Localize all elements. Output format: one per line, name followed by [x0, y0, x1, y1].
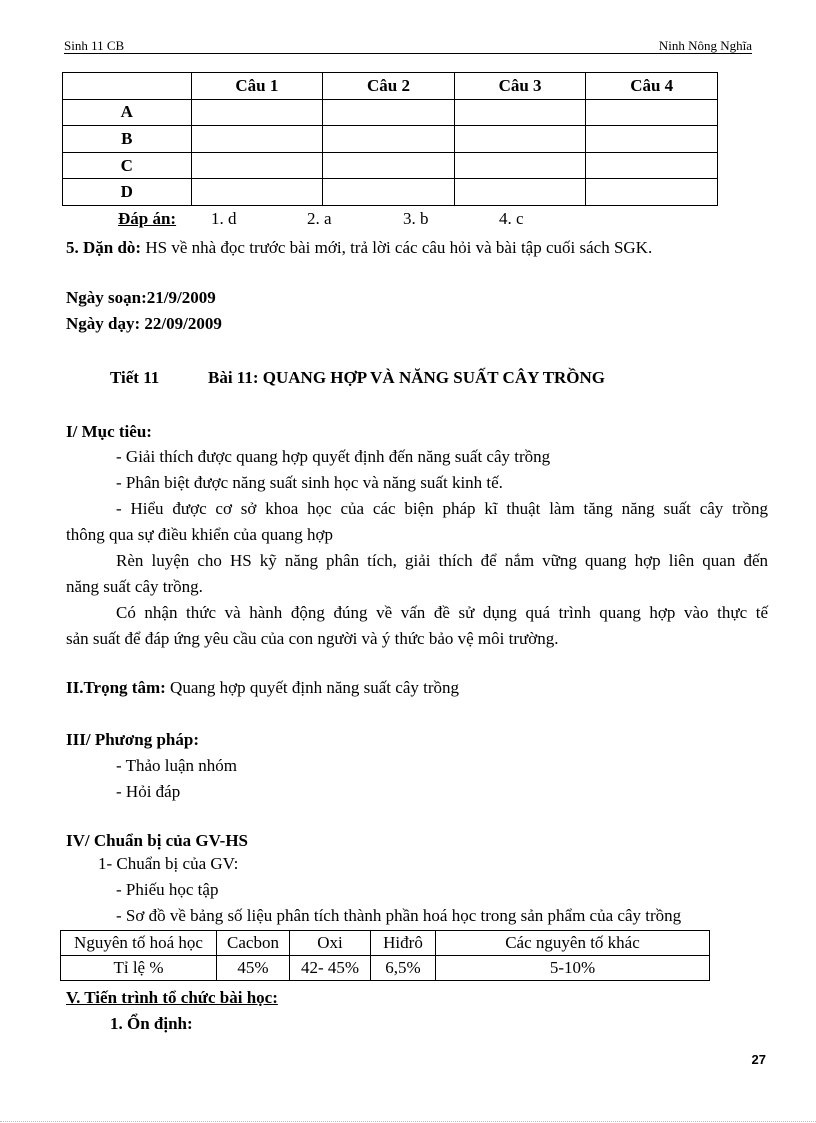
- table-cell: [586, 179, 718, 206]
- table-row: [61, 956, 710, 981]
- header-rule: [64, 53, 752, 54]
- header-right: Ninh Nông Nghĩa: [658, 38, 752, 53]
- answer-item: 2. a: [307, 209, 332, 228]
- preparation-item: - Phiếu học tập: [116, 880, 219, 899]
- page-number: 27: [751, 1052, 766, 1067]
- table-cell: [191, 126, 323, 153]
- table-cell: [323, 179, 455, 206]
- table-cell: [63, 73, 192, 100]
- table-header-cell: Các nguyên tố khác: [436, 931, 710, 956]
- row-label: D: [63, 179, 192, 206]
- date-prepared: Ngày soạn:21/9/2009: [66, 288, 216, 307]
- table-row: [63, 126, 718, 153]
- table-cell: [586, 152, 718, 179]
- table-header-cell: Câu 2: [323, 73, 455, 100]
- table-row: [63, 99, 718, 126]
- objective-item: - Giải thích được quang hợp quyết định đến năng suất cây trồng: [116, 447, 551, 466]
- table-cell: [323, 152, 455, 179]
- preparation-sub: 1- Chuẩn bị của GV:: [98, 854, 239, 873]
- preparation-item: - Sơ đồ về bảng số liệu phân tích thành phần hoá học trong sản phẩm của cây trồng: [116, 906, 682, 925]
- table-row: [63, 179, 718, 206]
- table-cell: [586, 126, 718, 153]
- homework-text: HS về nhà đọc trước bài mới, trả lời các câu hỏi và bài tập cuối sách SGK.: [141, 238, 653, 257]
- table-row: [61, 931, 710, 956]
- table-header-cell: Câu 4: [586, 73, 718, 100]
- table-cell: [454, 126, 586, 153]
- table-cell: 6,5%: [371, 956, 436, 981]
- answer-table: [62, 72, 718, 206]
- section-heading-process: V. Tiến trình tổ chức bài học:: [66, 988, 278, 1007]
- lesson-title: Bài 11: QUANG HỢP VÀ NĂNG SUẤT CÂY TRỒNG: [208, 368, 606, 387]
- homework-number: 5. Dặn dò:: [66, 238, 142, 257]
- table-header-cell: Hiđrô: [371, 931, 436, 956]
- objective-item-cont: thông qua sự điều khiển của quang hợp: [66, 525, 334, 544]
- table-cell: [323, 99, 455, 126]
- header-left: Sinh 11 CB: [64, 38, 125, 53]
- table-cell: [454, 99, 586, 126]
- table-header-cell: Nguyên tố hoá học: [61, 931, 217, 956]
- answer-item: 3. b: [403, 209, 429, 228]
- attitude-text-cont: sản suất để đáp ứng yêu cầu của con người và ý thức bảo vệ môi trường.: [66, 629, 559, 648]
- table-cell: [191, 179, 323, 206]
- objective-item: - Phân biệt được năng suất sinh học và năng suất kinh tế.: [116, 473, 503, 492]
- page-bottom-rule: [0, 1121, 816, 1122]
- table-cell: [454, 179, 586, 206]
- table-cell: 42- 45%: [290, 956, 371, 981]
- section-heading-preparation: IV/ Chuẩn bị của GV-HS: [66, 831, 249, 850]
- focus-label: II.Trọng tâm:: [66, 678, 166, 697]
- answer-item: 4. c: [499, 209, 524, 228]
- table-cell: [323, 126, 455, 153]
- table-cell: 5-10%: [436, 956, 710, 981]
- process-step: 1. Ổn định:: [110, 1014, 193, 1033]
- table-header-cell: Cacbon: [217, 931, 290, 956]
- skill-text: Rèn luyện cho HS kỹ năng phân tích, giải thích để nắm vững quang hợp liên quan đến: [116, 551, 768, 570]
- table-header-cell: Câu 1: [191, 73, 323, 100]
- lesson-period: Tiết 11: [110, 368, 160, 387]
- method-item: - Thảo luận nhóm: [116, 756, 238, 775]
- table-cell: [454, 152, 586, 179]
- objective-item: - Hiểu được cơ sở khoa học của các biện pháp kĩ thuật làm tăng năng suất cây trồng: [116, 499, 768, 518]
- focus-line: [66, 678, 459, 698]
- date-taught: Ngày dạy: 22/09/2009: [66, 314, 222, 333]
- composition-table: [60, 930, 710, 981]
- answer-item: 1. d: [211, 209, 237, 228]
- row-label: A: [63, 99, 192, 126]
- table-cell: [191, 99, 323, 126]
- row-label: C: [63, 152, 192, 179]
- section-heading-objectives: I/ Mục tiêu:: [66, 422, 152, 441]
- table-row: [63, 152, 718, 179]
- section-heading-methods: III/ Phương pháp:: [66, 730, 200, 749]
- table-cell: 45%: [217, 956, 290, 981]
- attitude-text: Có nhận thức và hành động đúng về vấn đề sử dụng quá trình quang hợp vào thực tế: [116, 603, 768, 622]
- table-cell: [586, 99, 718, 126]
- homework-line: [66, 238, 652, 258]
- row-label: B: [63, 126, 192, 153]
- table-cell: [191, 152, 323, 179]
- answers-label: Đáp án:: [118, 209, 177, 228]
- table-header-cell: Câu 3: [454, 73, 586, 100]
- skill-text-cont: năng suất cây trồng.: [66, 577, 203, 596]
- focus-text: Quang hợp quyết định năng suất cây trồng: [165, 678, 460, 697]
- table-row: [63, 73, 718, 100]
- table-cell: Tỉ lệ %: [61, 956, 217, 981]
- table-header-cell: Oxi: [290, 931, 371, 956]
- method-item: - Hỏi đáp: [116, 782, 181, 801]
